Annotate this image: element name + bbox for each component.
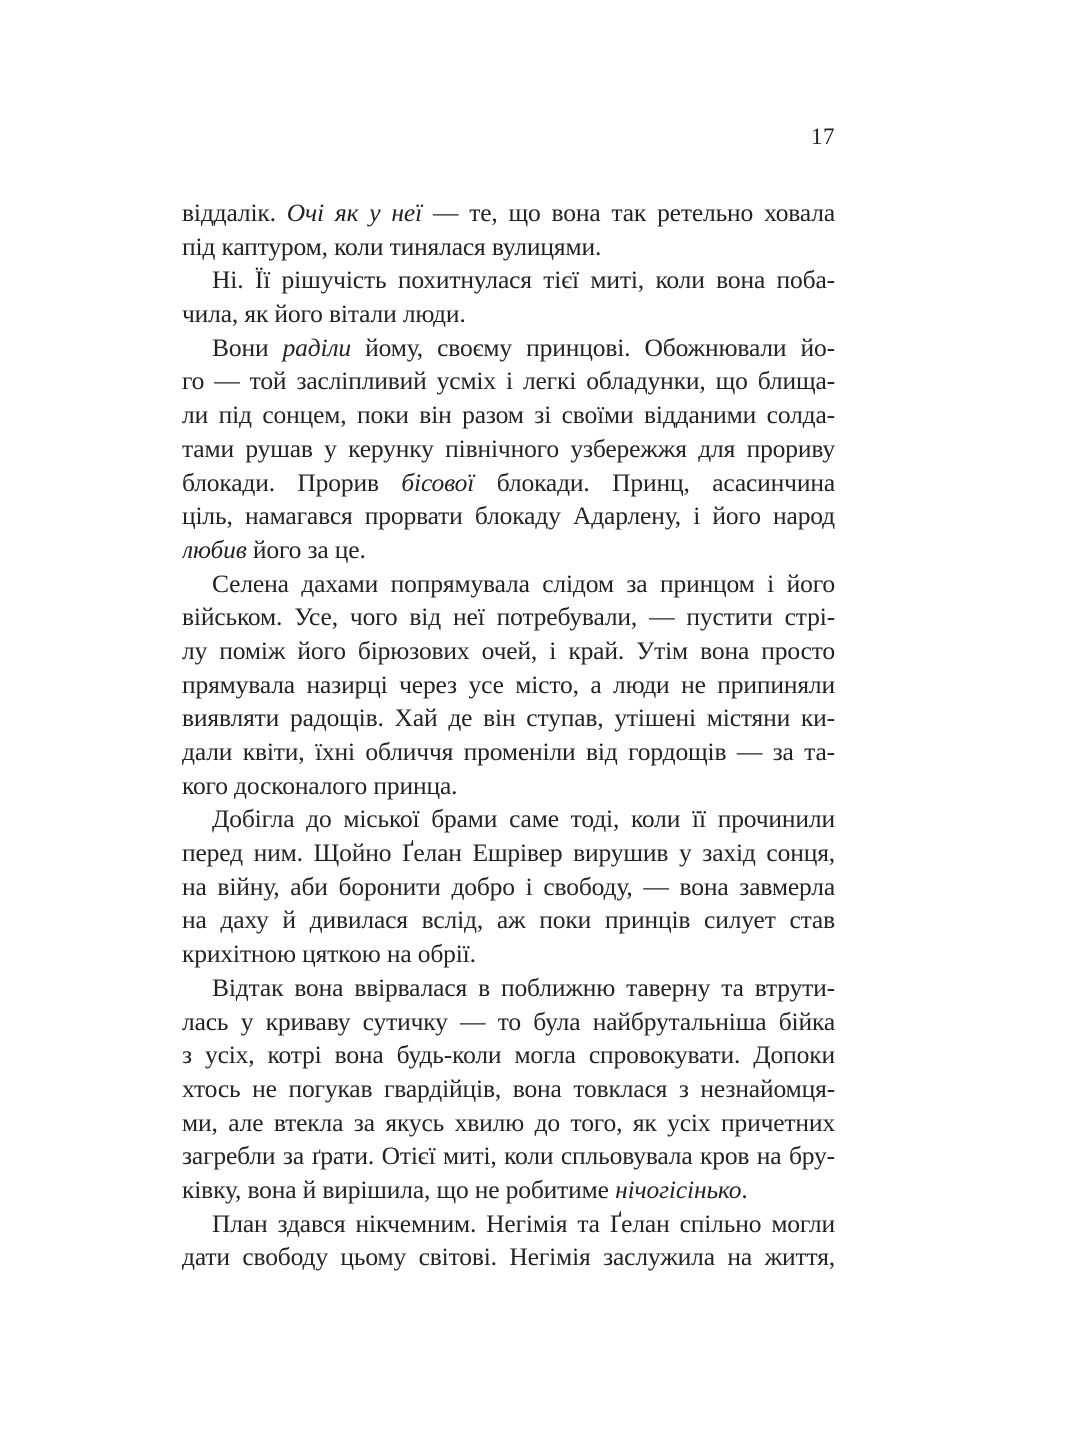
text-run: дали квіти, їхні обличчя променіли від гордощів — за та- — [182, 737, 835, 766]
text-line — [182, 364, 835, 398]
text-line — [182, 836, 835, 870]
text-run: План здався нікчемним. Негімія та Ґелан спільно могли — [212, 1208, 835, 1238]
text-run: лу поміж його бірюзових очей, і край. Утім вона просто — [182, 635, 835, 665]
text-run: дати свободу цьому світові. Негімія заслужила на життя, — [182, 1242, 835, 1272]
text-run: хтось не погукав гвардійців, вона товклася з незнайомця- — [182, 1073, 835, 1103]
text-line — [182, 1240, 835, 1274]
text-run: крихітною цяткою на обрії. — [182, 939, 476, 969]
text-run: лась у криваву сутичку — то була найбрутальніша бійка — [182, 1006, 835, 1036]
text-line — [182, 937, 835, 971]
text-run: блокади. Прорив — [182, 467, 402, 497]
text-run: — те, що вона так ретельно ховала — [422, 198, 835, 227]
text-line — [182, 263, 835, 297]
text-run: військом. Усе, чого від неї потребували, — пустити стрі- — [182, 602, 835, 632]
text-run: з усіх, котрі вона будь-коли могла спровокувати. Допоки — [182, 1040, 835, 1070]
text-line — [182, 701, 835, 735]
text-line — [182, 1173, 835, 1207]
text-run: прямувала назирці через усе місто, а люди не припиняли — [182, 669, 835, 699]
text-line — [182, 1207, 835, 1241]
text-line — [182, 466, 835, 500]
text-run: виявляти радощів. Хай де він ступав, утішені містяни ки- — [182, 703, 835, 733]
text-line — [182, 668, 835, 702]
page-number: 17 — [811, 124, 835, 149]
text-line — [182, 1038, 835, 1072]
text-line — [182, 1005, 835, 1039]
italic-text-run: раділи — [282, 332, 352, 362]
text-line — [182, 499, 835, 533]
text-line — [182, 735, 835, 769]
text-line — [182, 331, 835, 365]
text-run: Добігла до міської брами саме тоді, коли її прочинили — [212, 804, 835, 834]
text-run: ми, але втекла за якусь хвилю до того, як усіх причетних — [182, 1107, 835, 1137]
text-line — [182, 297, 835, 331]
text-line — [182, 1072, 835, 1106]
text-run: йому, своєму принцові. Обожнювали йо- — [351, 332, 835, 362]
text-run: чила, як його вітали люди. — [182, 299, 466, 329]
text-line — [182, 1106, 835, 1140]
text-run: Селена дахами попрямувала слідом за принцом і його — [212, 568, 835, 598]
text-run: Відтак вона ввірвалася в поближню таверну та втрути- — [212, 972, 835, 1002]
text-run: перед ним. Щойно Ґелан Ешрівер вирушив у захід сонця, — [182, 838, 835, 868]
text-line — [182, 230, 835, 264]
text-line — [182, 432, 835, 466]
text-run: го — той засліпливий усміх і легкі обладунки, що блища- — [182, 366, 835, 396]
text-line — [182, 802, 835, 836]
text-line — [182, 567, 835, 601]
text-run: віддалік. — [182, 198, 287, 227]
text-line — [182, 903, 835, 937]
text-run: під каптуром, коли тинялася вулицями. — [182, 231, 602, 261]
text-run: на даху й дивилася вслід, аж поки принців силует став — [182, 905, 835, 935]
italic-text-run: любив — [182, 534, 247, 564]
text-line — [182, 769, 835, 803]
text-run: тами рушав у керунку північного узбережжя для прориву — [182, 433, 835, 463]
text-line — [182, 600, 835, 634]
text-run: блокади. Принц, асасинчина — [474, 467, 835, 497]
text-run: його за це. — [246, 534, 366, 564]
text-run: на війну, аби боронити добро і свободу, — вона завмерла — [182, 871, 835, 901]
text-run: ківку, вона й вирішила, що не робитиме — [182, 1174, 616, 1204]
text-line — [182, 971, 835, 1005]
text-line — [182, 398, 835, 432]
italic-text-run: Очі як у неї — [286, 198, 423, 227]
text-line — [182, 634, 835, 668]
text-line — [182, 533, 835, 567]
text-run: Вони — [212, 332, 283, 362]
body-text — [182, 196, 835, 1274]
text-line — [182, 1139, 835, 1173]
text-run: . — [741, 1174, 748, 1204]
italic-text-run: бісової — [401, 467, 475, 497]
text-run: ціль, намагався прорвати блокаду Адарлену, і його народ — [182, 501, 835, 531]
text-run: ли під сонцем, поки він разом зі своїми відданими солда- — [182, 400, 835, 430]
text-run: загребли за ґрати. Отієї миті, коли спльовувала кров на бру- — [182, 1141, 835, 1171]
italic-text-run: нічогісінько — [615, 1174, 742, 1204]
text-line — [182, 196, 835, 230]
text-run: Ні. Її рішучість похитнулася тієї миті, коли вона поба- — [212, 265, 835, 295]
text-line — [182, 870, 835, 904]
text-run: кого досконалого принца. — [182, 770, 458, 800]
